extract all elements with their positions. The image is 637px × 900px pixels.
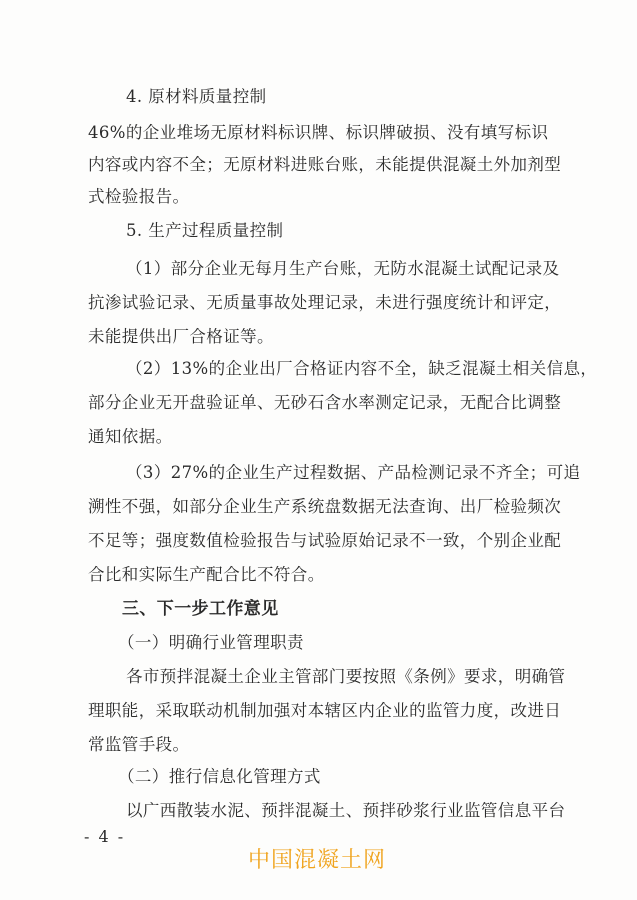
subsection-1-heading: （一）明确行业管理职责 [118, 633, 304, 652]
watermark-text: 中国混凝土网 [248, 848, 387, 873]
paragraph-line: 抗渗试验记录、无质量事故处理记录，未进行强度统计和评定， [88, 293, 562, 312]
paragraph-line: （1）部分企业无每月生产台账，无防水混凝土试配记录及 [126, 259, 560, 278]
paragraph-line: 常监管手段。 [88, 735, 190, 754]
paragraph-line: 46%的企业堆场无原材料标识牌、标识牌破损、没有填写标识 [88, 123, 549, 142]
paragraph-line: 理职能，采取联动机制加强对本辖区内企业的监管力度，改进日 [88, 701, 562, 720]
paragraph-line: 通知依据。 [88, 427, 173, 446]
paragraph-line: 内容或内容不全；无原材料进账台账，未能提供混凝土外加剂型 [88, 155, 562, 174]
paragraph-line: 以广西散装水泥、预拌混凝土、预拌砂浆行业监管信息平台 [126, 801, 566, 820]
paragraph-line: （3）27%的企业生产过程数据、产品检测记录不齐全；可追 [126, 463, 581, 482]
paragraph-line: 部分企业无开盘验证单、无砂石含水率测定记录，无配合比调整 [88, 393, 562, 412]
paragraph-line: 溯性不强，如部分企业生产系统盘数据无法查询、出厂检验频次 [88, 497, 562, 516]
section-3-heading: 三、下一步工作意见 [122, 599, 279, 619]
paragraph-line: 合比和实际生产配合比不符合。 [88, 565, 325, 584]
subsection-2-heading: （二）推行信息化管理方式 [118, 767, 321, 786]
section-5-heading: 5. 生产过程质量控制 [126, 221, 284, 240]
page-number: - 4 - [84, 827, 126, 846]
paragraph-line: 各市预拌混凝土企业主管部门要按照《条例》要求，明确管 [126, 667, 566, 686]
paragraph-line: 不足等；强度数值检验报告与试验原始记录不一致，个别企业配 [88, 531, 562, 550]
paragraph-line: 未能提供出厂合格证等。 [88, 327, 274, 346]
section-4-heading: 4. 原材料质量控制 [126, 87, 267, 106]
paragraph-line: 式检验报告。 [88, 187, 190, 206]
paragraph-line: （2）13%的企业出厂合格证内容不全，缺乏混凝土相关信息， [126, 359, 598, 378]
